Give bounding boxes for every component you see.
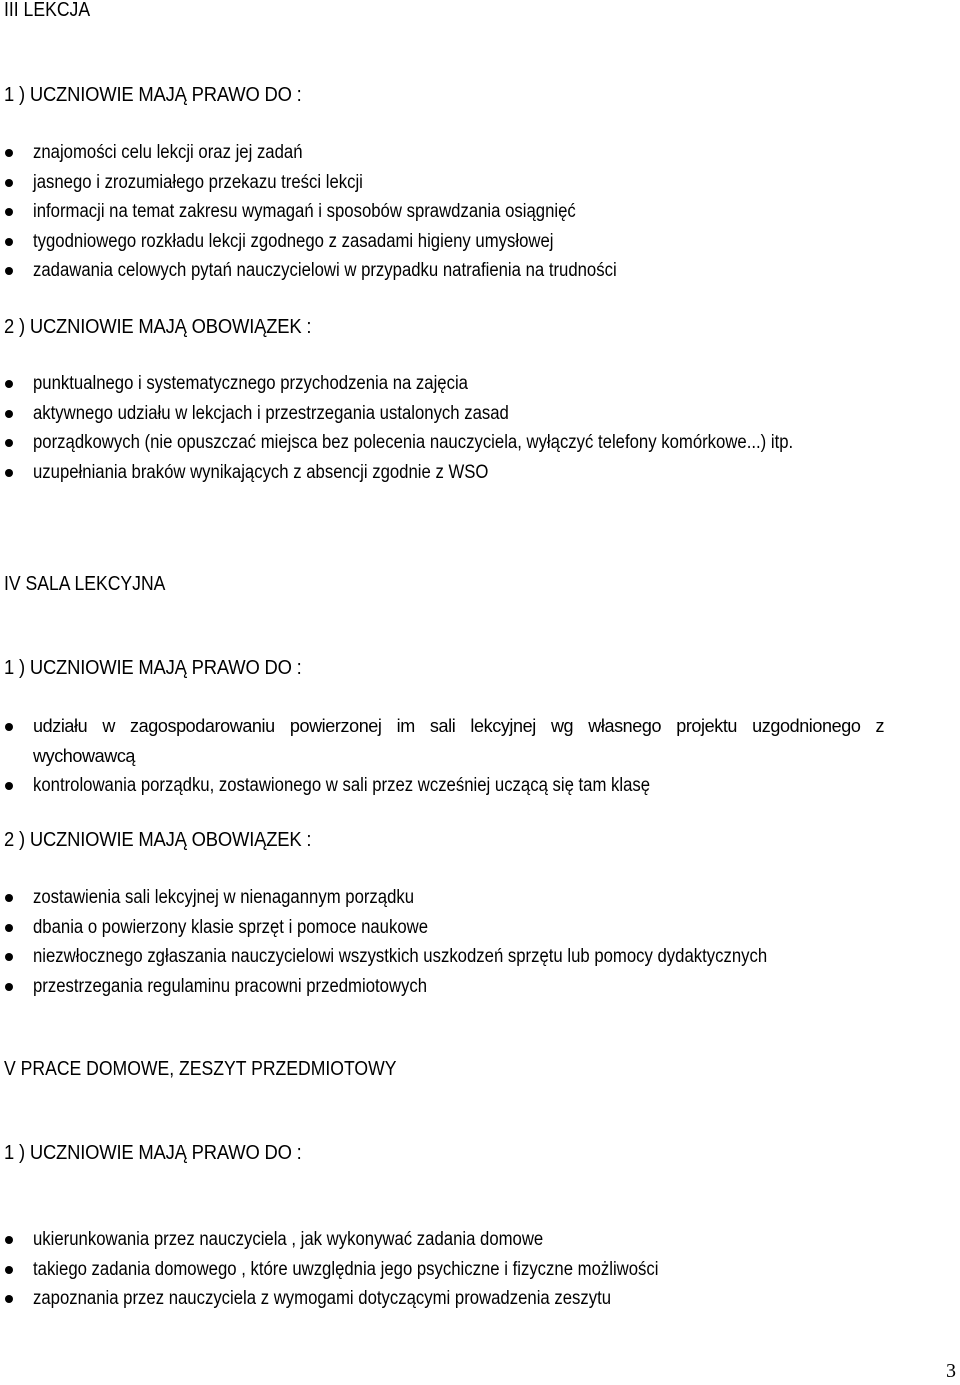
group-heading-rights: 1 ) UCZNIOWIE MAJĄ PRAWO DO :: [4, 657, 302, 679]
bullet-icon: [5, 953, 13, 961]
bullet-icon: [5, 410, 13, 418]
list-item: aktywnego udziału w lekcjach i przestrzegania ustalonych zasad: [0, 399, 960, 429]
bullet-icon: [5, 894, 13, 902]
page-number: 3: [946, 1360, 956, 1382]
list-item: jasnego i zrozumiałego przekazu treści lekcji: [0, 168, 960, 198]
bullet-icon: [5, 469, 13, 477]
duties-list: [0, 883, 960, 1001]
list-item: uzupełniania braków wynikających z absencji zgodnie z WSO: [0, 458, 960, 488]
list-item: tygodniowego rozkładu lekcji zgodnego z zasadami higieny umysłowej: [0, 227, 960, 257]
list-item: informacji na temat zakresu wymagań i sposobów sprawdzania osiągnięć: [0, 197, 960, 227]
list-item: przestrzegania regulaminu pracowni przedmiotowych: [0, 972, 960, 1002]
bullet-icon: [5, 380, 13, 388]
list-item: zapoznania przez nauczyciela z wymogami dotyczącymi prowadzenia zeszytu: [0, 1284, 960, 1314]
section-title-prace-domowe: V PRACE DOMOWE, ZESZYT PRZEDMIOTOWY: [4, 1058, 397, 1080]
list-item: znajomości celu lekcji oraz jej zadań: [0, 138, 960, 168]
rights-list: [0, 138, 960, 286]
bullet-icon: [5, 723, 13, 731]
bullet-icon: [5, 924, 13, 932]
group-heading-rights: 1 ) UCZNIOWIE MAJĄ PRAWO DO :: [4, 84, 302, 106]
bullet-icon: [5, 1266, 13, 1274]
rights-list: [0, 712, 960, 801]
list-item: porządkowych (nie opuszczać miejsca bez polecenia nauczyciela, wyłączyć telefony komórkowe...) itp.: [0, 428, 960, 458]
duties-list: [0, 369, 960, 487]
bullet-icon: [5, 149, 13, 157]
group-heading-rights: 1 ) UCZNIOWIE MAJĄ PRAWO DO :: [4, 1142, 302, 1164]
list-item: zadawania celowych pytań nauczycielowi w przypadku natrafienia na trudności: [0, 256, 960, 286]
list-item: kontrolowania porządku, zostawionego w sali przez wcześniej uczącą się tam klasę: [0, 771, 960, 801]
bullet-icon: [5, 267, 13, 275]
bullet-icon: [5, 1236, 13, 1244]
group-heading-duties: 2 ) UCZNIOWIE MAJĄ OBOWIĄZEK :: [4, 316, 312, 338]
list-item: takiego zadania domowego , które uwzględnia jego psychiczne i fizyczne możliwości: [0, 1255, 960, 1285]
list-item: udziału w zagospodarowaniu powierzonej im sali lekcyjnej wg własnego projektu uzgodnionego z wychowawcą: [0, 712, 960, 771]
list-item: dbania o powierzony klasie sprzęt i pomoce naukowe: [0, 913, 960, 943]
list-item: ukierunkowania przez nauczyciela , jak wykonywać zadania domowe: [0, 1225, 960, 1255]
bullet-icon: [5, 782, 13, 790]
bullet-icon: [5, 1295, 13, 1303]
section-title-lekcja: III LEKCJA: [4, 0, 91, 21]
bullet-icon: [5, 238, 13, 246]
bullet-icon: [5, 179, 13, 187]
rights-list: [0, 1225, 960, 1314]
list-item: zostawienia sali lekcyjnej w nienagannym porządku: [0, 883, 960, 913]
bullet-icon: [5, 208, 13, 216]
group-heading-duties: 2 ) UCZNIOWIE MAJĄ OBOWIĄZEK :: [4, 829, 312, 851]
list-item: niezwłocznego zgłaszania nauczycielowi wszystkich uszkodzeń sprzętu lub pomocy dydaktycznych: [0, 942, 960, 972]
section-title-sala: IV SALA LEKCYJNA: [4, 573, 166, 595]
list-item: punktualnego i systematycznego przychodzenia na zajęcia: [0, 369, 960, 399]
bullet-icon: [5, 439, 13, 447]
bullet-icon: [5, 983, 13, 991]
